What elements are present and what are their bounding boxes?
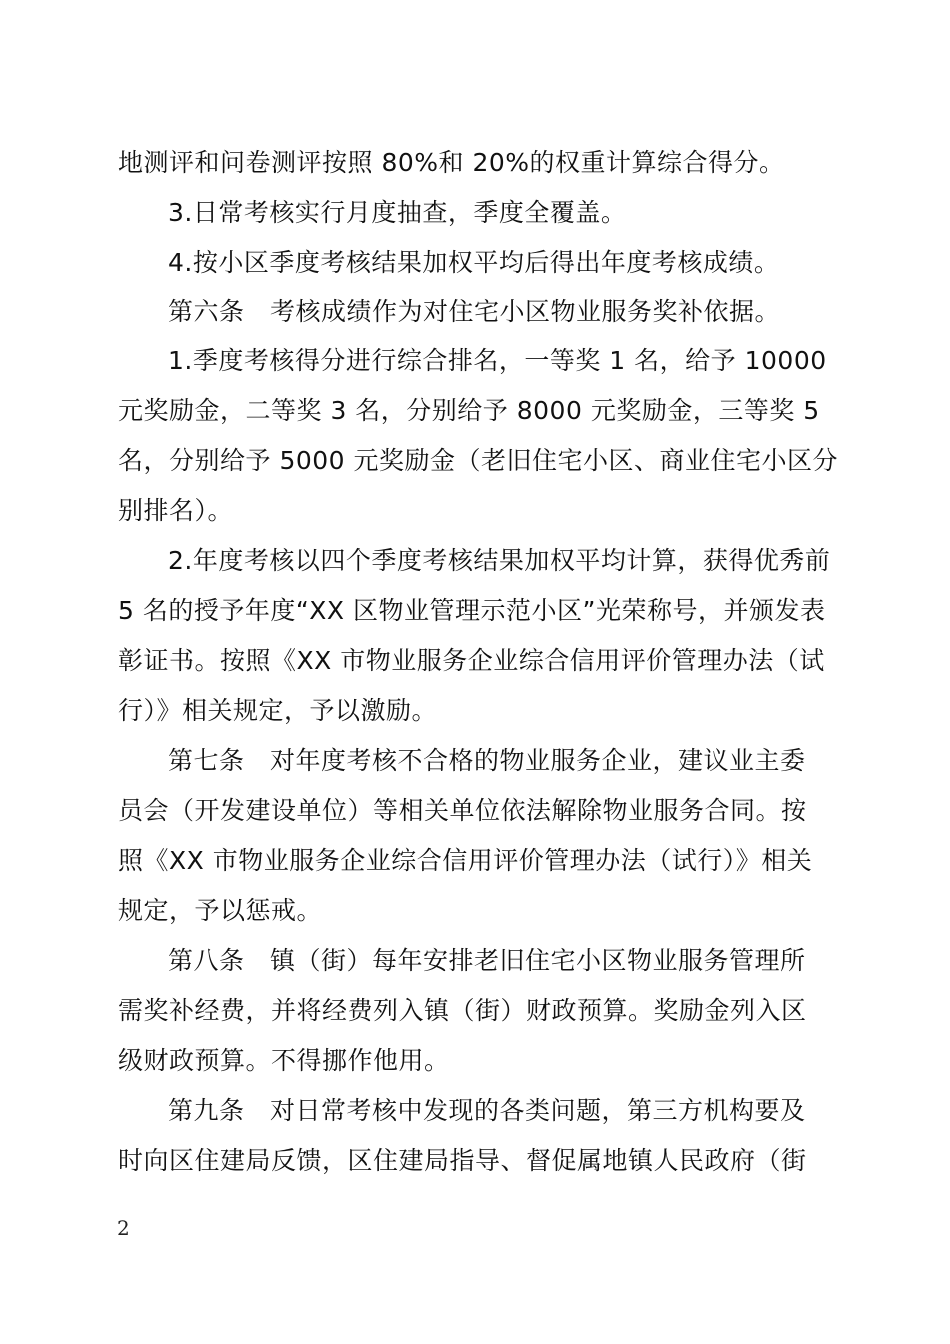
text-line: 行）》相关规定，予以激励。 xyxy=(118,696,438,725)
text-line: 元奖励金，二等奖 3 名，分别给予 8000 元奖励金，三等奖 5 xyxy=(118,396,820,425)
article-heading-line: 第八条 镇（街）每年安排老旧住宅小区物业服务管理所 xyxy=(168,946,806,975)
text-line: 时向区住建局反馈，区住建局指导、督促属地镇人民政府（街 xyxy=(118,1146,807,1175)
text-line: 规定，予以惩戒。 xyxy=(118,896,323,925)
text-line: 3.日常考核实行月度抽查，季度全覆盖。 xyxy=(168,198,627,227)
page-number: 2 xyxy=(117,1216,130,1240)
text-line: 2.年度考核以四个季度考核结果加权平均计算，获得优秀前 xyxy=(168,546,831,575)
text-line: 1.季度考核得分进行综合排名，一等奖 1 名，给予 10000 xyxy=(168,346,827,375)
text-line: 别排名）。 xyxy=(118,496,234,525)
text-line: 员会（开发建设单位）等相关单位依法解除物业服务合同。按 xyxy=(118,796,807,825)
text-line: 5 名的授予年度“XX 区物业管理示范小区”光荣称号，并颁发表 xyxy=(118,596,826,625)
text-line: 需奖补经费，并将经费列入镇（街）财政预算。奖励金列入区 xyxy=(118,996,807,1025)
text-line: 名，分别给予 5000 元奖励金（老旧住宅小区、商业住宅小区分 xyxy=(118,446,839,475)
text-line: 4.按小区季度考核结果加权平均后得出年度考核成绩。 xyxy=(168,248,780,277)
article-heading-line: 第七条 对年度考核不合格的物业服务企业，建议业主委 xyxy=(168,746,806,775)
article-heading-line: 第六条 考核成绩作为对住宅小区物业服务奖补依据。 xyxy=(168,297,781,326)
text-line: 照《XX 市物业服务企业综合信用评价管理办法（试行）》相关 xyxy=(118,846,813,875)
text-line: 地测评和问卷测评按照 80%和 20%的权重计算综合得分。 xyxy=(118,148,785,177)
article-heading-line: 第九条 对日常考核中发现的各类问题，第三方机构要及 xyxy=(168,1096,806,1125)
text-line: 彰证书。按照《XX 市物业服务企业综合信用评价管理办法（试 xyxy=(118,646,825,675)
text-line: 级财政预算。不得挪作他用。 xyxy=(118,1046,450,1075)
